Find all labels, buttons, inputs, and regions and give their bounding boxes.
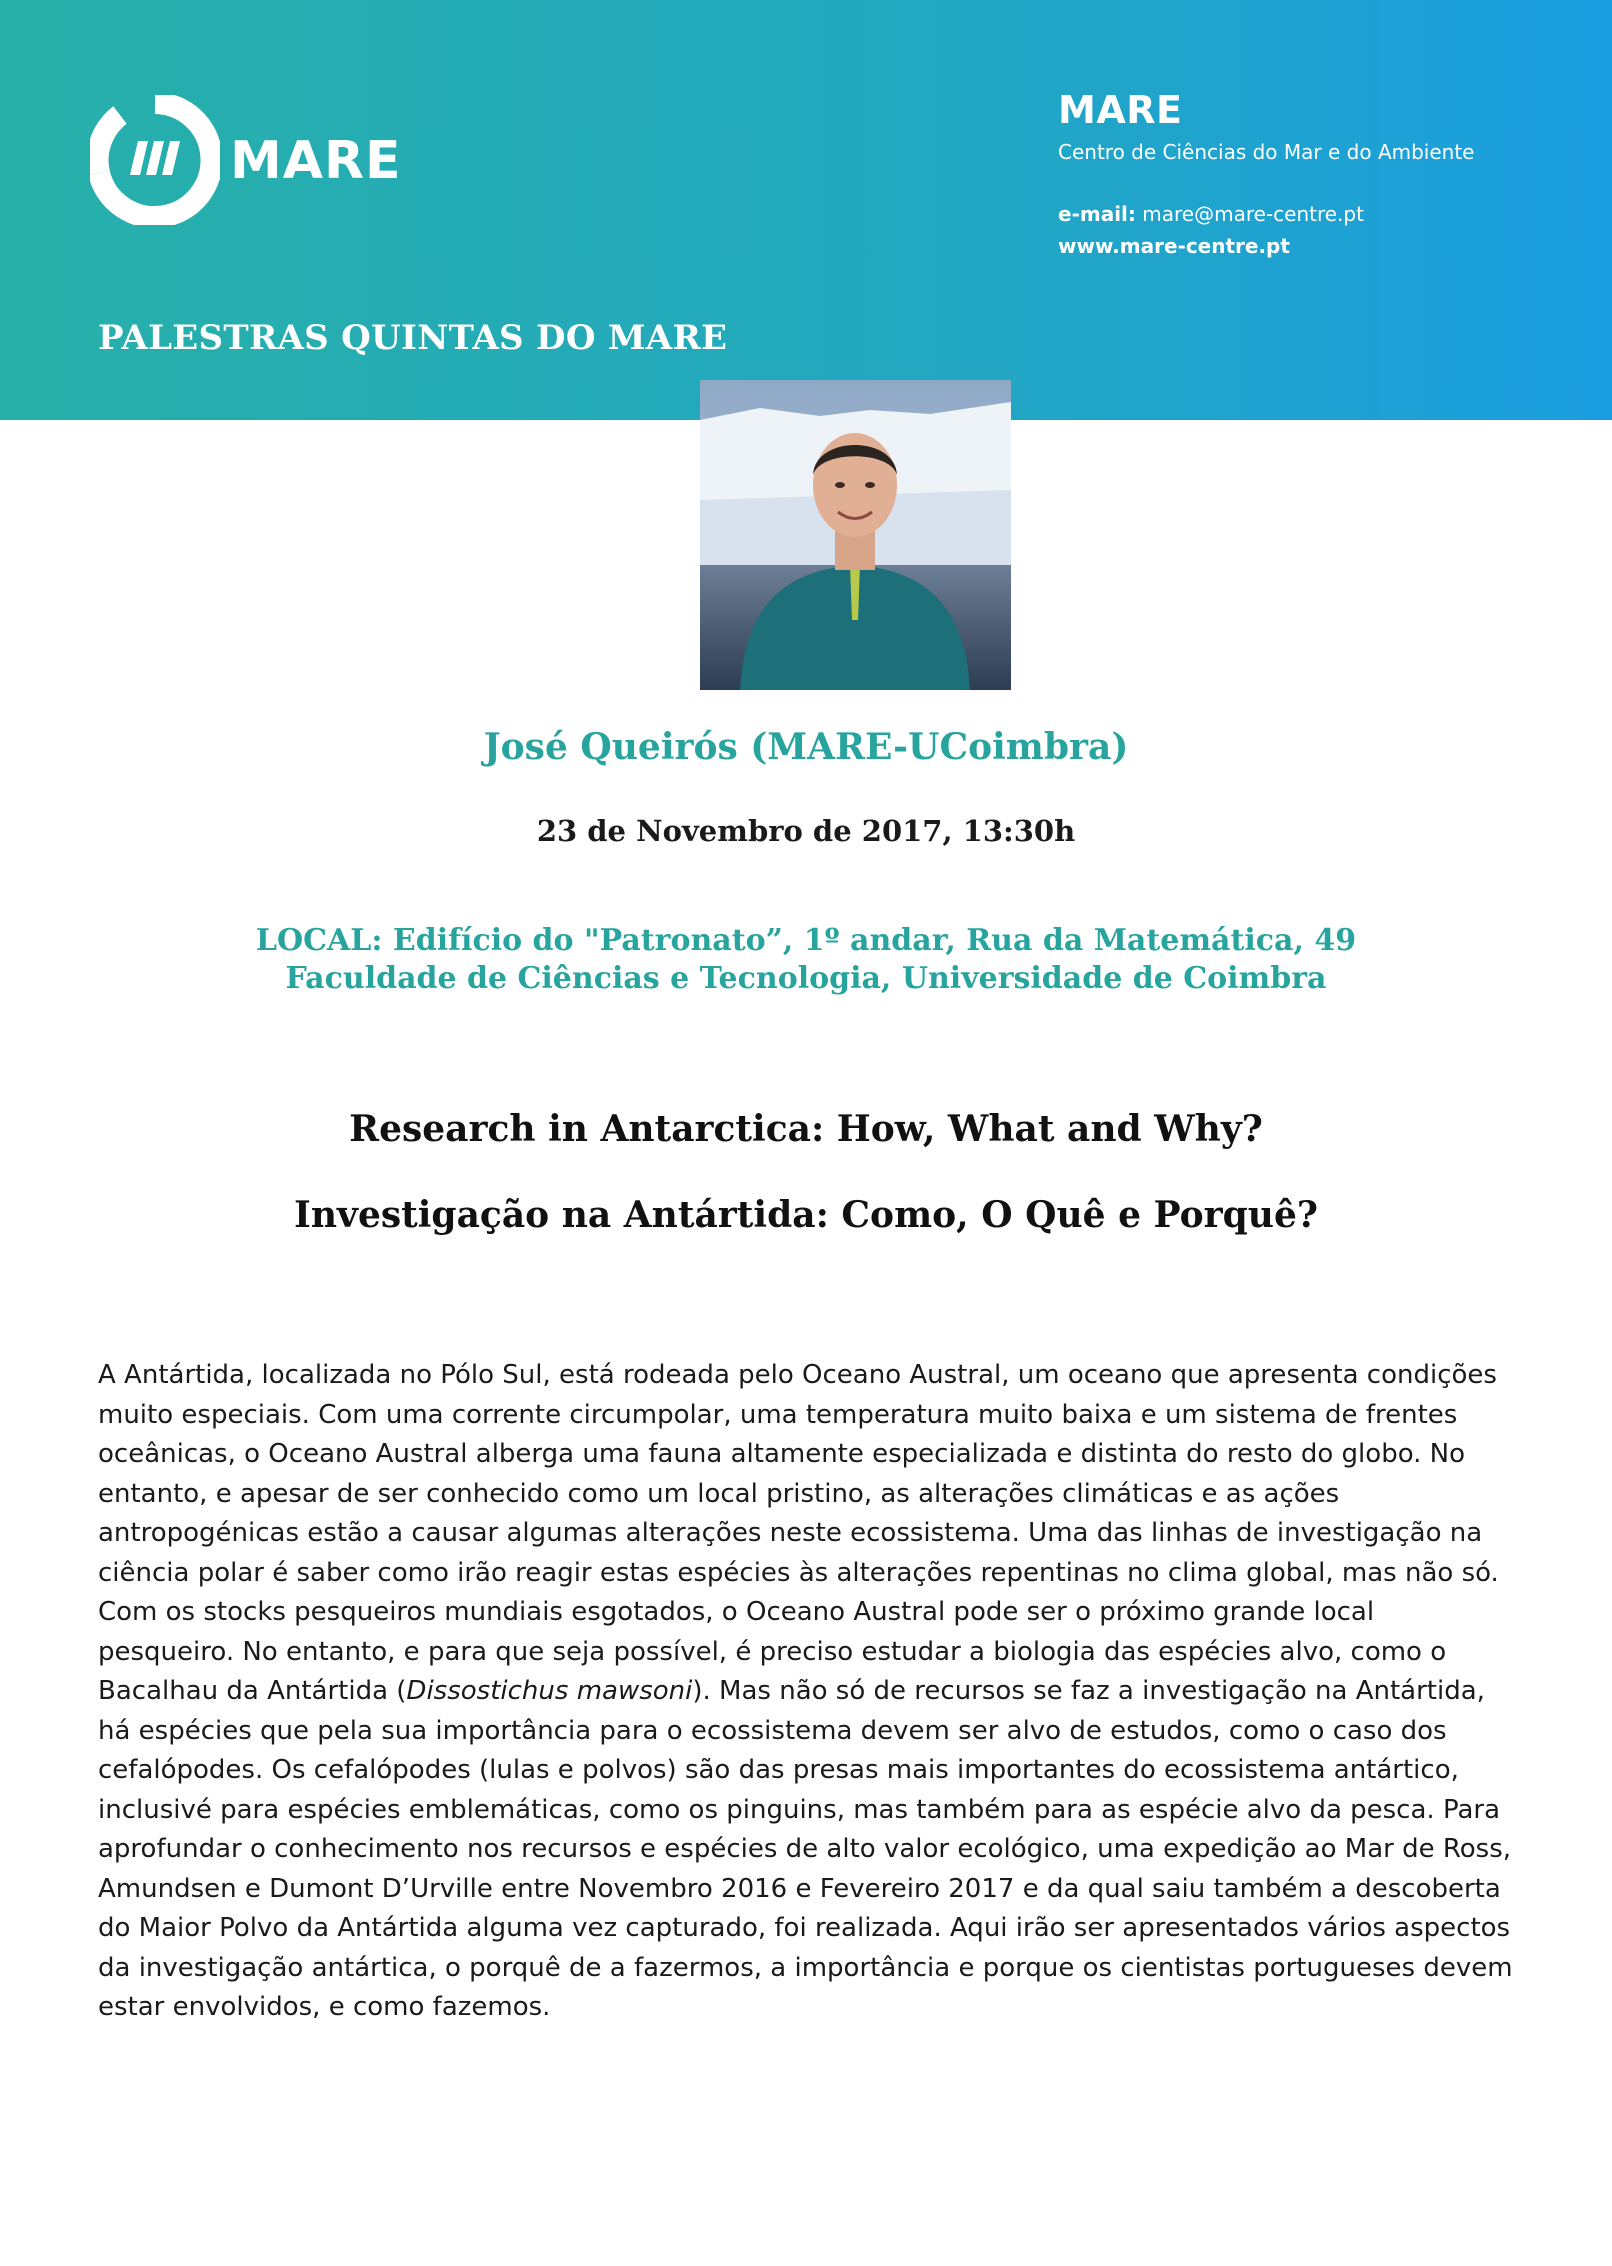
email-link[interactable]: mare@mare-centre.pt	[1142, 202, 1364, 226]
mare-logo	[90, 95, 402, 235]
series-title: PALESTRAS QUINTAS DO MARE	[98, 318, 728, 358]
event-location	[0, 922, 1612, 998]
mare-logo-icon	[90, 95, 220, 225]
abstract-text-part-2: ). Mas não só de recursos se faz a investigação na Antártida, há espécies que pela sua importância para o ecossistema devem ser alvo de estudos, como o caso dos cefalópodes. Os cefalópodes (lulas e polvos) são das presas mais importantes do ecossistema antártico, inclusivé para espécies emblemáticas, como os pinguins, mas também para as espécie alvo da pesca. Para aprofundar o conhecimento nos recursos e espécies de alto valor ecológico, uma expedição ao Mar de Ross, Amundsen e Dumont D’Urville entre Novembro 2016 e Fevereiro 2017 e da qual saiu também a descoberta do Maior Polvo da Antártida alguma vez capturado, foi realizada. Aqui irão ser apresentados vários aspectos da investigação antártica, o porquê de a fazermos, a importância e porque os cientistas portugueses devem estar envolvidos, e como fazemos.	[98, 1676, 1513, 2022]
abstract-text-part-1: A Antártida, localizada no Pólo Sul, está rodeada pelo Oceano Austral, um oceano que apresenta condições muito especiais. Com uma corrente circumpolar, uma temperatura muito baixa e um sistema de frentes oceânicas, o Oceano Austral alberga uma fauna altamente especializada e distinta do resto do globo. No entanto, e apesar de ser conhecido como um local pristino, as alterações climáticas e as ações antropogénicas estão a causar algumas alterações neste ecossistema. Uma das linhas de investigação na ciência polar é saber como irão reagir estas espécies às alterações repentinas no clima global, mas não só. Com os stocks pesqueiros mundiais esgotados, o Oceano Austral pode ser o próximo grande local pesqueiro. No entanto, e para que seja possível, é preciso estudar a biologia das espécies alvo, como o Bacalhau da Antártida (	[98, 1360, 1499, 1706]
species-name: Dissostichus mawsoni	[406, 1676, 693, 1706]
website-link[interactable]: www.mare-centre.pt	[1058, 234, 1290, 258]
org-name: MARE	[1058, 88, 1183, 132]
header-banner	[0, 0, 1612, 420]
speaker-photo-image	[700, 380, 1011, 690]
logo-wordmark: MARE	[230, 131, 402, 191]
talk-title-portuguese: Investigação na Antártida: Como, O Quê e Porquê?	[294, 1194, 1318, 1236]
speaker-photo	[700, 380, 1011, 690]
abstract-paragraph	[98, 1356, 1518, 2028]
talk-title-english: Research in Antarctica: How, What and Why?	[349, 1108, 1263, 1150]
event-date: 23 de Novembro de 2017, 13:30h	[536, 814, 1076, 848]
location-line-2: Faculdade de Ciências e Tecnologia, Universidade de Coimbra	[285, 961, 1327, 996]
contact-email	[1058, 202, 1364, 226]
speaker-name: José Queirós (MARE-UCoimbra)	[483, 726, 1129, 768]
org-subtitle: Centro de Ciências do Mar e do Ambiente	[1058, 140, 1475, 164]
location-line-1: LOCAL: Edifício do "Patronato”, 1º andar, Rua da Matemática, 49	[255, 923, 1357, 958]
email-label: e-mail:	[1058, 202, 1136, 226]
